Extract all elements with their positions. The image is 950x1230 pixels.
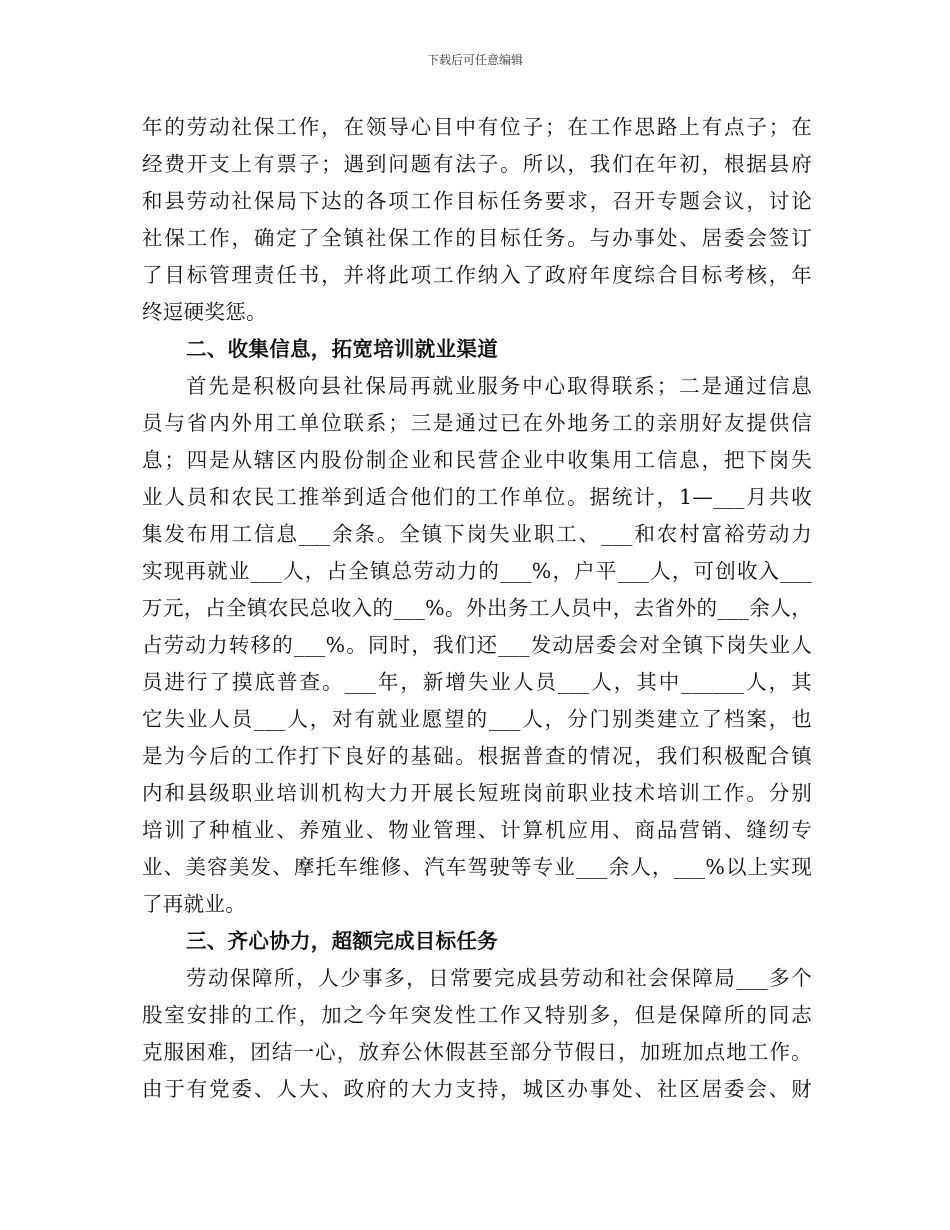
- paragraph-line: 它失业人员___人，对有就业愿望的___人，分门别类建立了档案，也: [142, 707, 812, 731]
- section-heading: 二、收集信息，拓宽培训就业渠道: [186, 337, 498, 361]
- paragraph-line: 股室安排的工作，加之今年突发性工作又特别多，但是保障所的同志: [142, 1003, 812, 1027]
- paragraph-line: 万元，占全镇农民总收入的___%。外出务工人员中，去省外的___余人，: [142, 596, 812, 620]
- paragraph-line: 社保工作，确定了全镇社保工作的目标任务。与办事处、居委会签订: [142, 226, 812, 250]
- paragraph-line: 经费开支上有票子；遇到问题有法子。所以，我们在年初，根据县府: [142, 152, 812, 176]
- paragraph-line: 培训了种植业、养殖业、物业管理、计算机应用、商品营销、缝纫专: [142, 818, 812, 842]
- paragraph-line: 息；四是从辖区内股份制企业和民营企业中收集用工信息，把下岗失: [142, 448, 812, 472]
- paragraph-line: 克服困难，团结一心，放弃公休假甚至部分节假日，加班加点地工作。: [142, 1040, 812, 1064]
- paragraph-line: 内和县级职业培训机构大力开展长短班岗前职业技术培训工作。分别: [142, 781, 812, 805]
- section-heading: 三、齐心协力，超额完成目标任务: [186, 929, 498, 953]
- paragraph-line: 劳动保障所，人少事多，日常要完成县劳动和社会保障局___多个: [186, 966, 812, 990]
- paragraph-line: 了目标管理责任书，并将此项工作纳入了政府年度综合目标考核，年: [142, 263, 812, 287]
- paragraph-line: 是为今后的工作打下良好的基础。根据普查的情况，我们积极配合镇: [142, 744, 812, 768]
- paragraph-line: 员进行了摸底普查。___年，新增失业人员___人，其中______人，其: [142, 670, 812, 694]
- paragraph-line: 首先是积极向县社保局再就业服务中心取得联系；二是通过信息: [186, 374, 812, 398]
- paragraph-line: 了再就业。: [142, 892, 246, 916]
- paragraph-line: 员与省内外用工单位联系；三是通过已在外地务工的亲朋好友提供信: [142, 411, 812, 435]
- paragraph-line: 终逗硬奖惩。: [142, 300, 267, 324]
- paragraph-line: 实现再就业___人，占全镇总劳动力的___%，户平___人，可创收入___: [142, 559, 812, 583]
- document-body: [142, 109, 812, 1108]
- paragraph-line: 占劳动力转移的___%。同时，我们还___发动居委会对全镇下岗失业人: [142, 633, 812, 657]
- paragraph-line: 由于有党委、人大、政府的大力支持，城区办事处、社区居委会、财: [142, 1077, 812, 1101]
- paragraph-line: 集发布用工信息___余条。全镇下岗失业职工、___和农村富裕劳动力: [142, 522, 812, 546]
- paragraph-line: 年的劳动社保工作，在领导心目中有位子；在工作思路上有点子；在: [142, 115, 812, 139]
- paragraph-line: 业人员和农民工推举到适合他们的工作单位。据统计，1—___月共收: [142, 485, 812, 509]
- paragraph-line: 业、美容美发、摩托车维修、汽车驾驶等专业___余人，___%以上实现: [142, 855, 812, 879]
- paragraph-line: 和县劳动社保局下达的各项工作目标任务要求，召开专题会议，讨论: [142, 189, 812, 213]
- page-header: 下载后可任意编辑: [426, 53, 523, 67]
